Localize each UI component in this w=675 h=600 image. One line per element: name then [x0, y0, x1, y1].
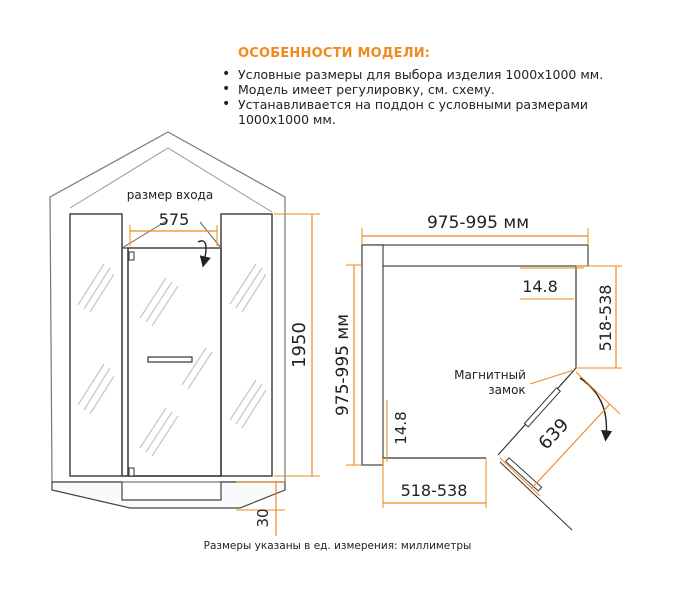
feature-item: • Модель имеет регулировку, см. схему. [222, 82, 662, 97]
side-bottom: 518-538 [400, 481, 468, 500]
hinge [129, 252, 134, 260]
wall-left [362, 245, 383, 465]
door-fixed-panel [122, 248, 128, 476]
lock-label: Магнитный [454, 368, 526, 382]
profile-right: 14.8 [522, 277, 558, 296]
lock-label: замок [488, 383, 526, 397]
door-handle[interactable] [148, 357, 192, 362]
door-handle-plan [506, 458, 542, 491]
height-dimension: 1950 [289, 322, 310, 368]
right-glass-panel [221, 214, 272, 476]
feature-item: • Условные размеры для выбора изделия 1000х1000 мм. [222, 67, 662, 82]
side-right: 518-538 [596, 284, 615, 352]
left-glass-panel [70, 214, 122, 476]
door-width: 639 [534, 414, 574, 454]
enclosure-inner [70, 148, 272, 212]
shower-tray [52, 482, 285, 508]
plan-depth: 975-995 мм [333, 313, 353, 417]
plan-width: 975-995 мм [426, 213, 530, 233]
units-footnote: Размеры указаны в ед. измерения: миллиметры [203, 540, 472, 552]
plan-view [333, 213, 622, 530]
entrance-label: размер входа [126, 188, 214, 202]
tray-height: 30 [254, 508, 272, 528]
feature-item: • Устанавливается на поддон с условными размерами 1000х1000 мм. [222, 97, 662, 127]
entrance-width: 575 [158, 210, 190, 229]
features-title: ОСОБЕННОСТИ МОДЕЛИ: [238, 46, 431, 61]
front-view [50, 132, 320, 536]
profile-left: 14.8 [392, 411, 410, 445]
hinge [129, 468, 134, 476]
wall-top [362, 245, 588, 266]
